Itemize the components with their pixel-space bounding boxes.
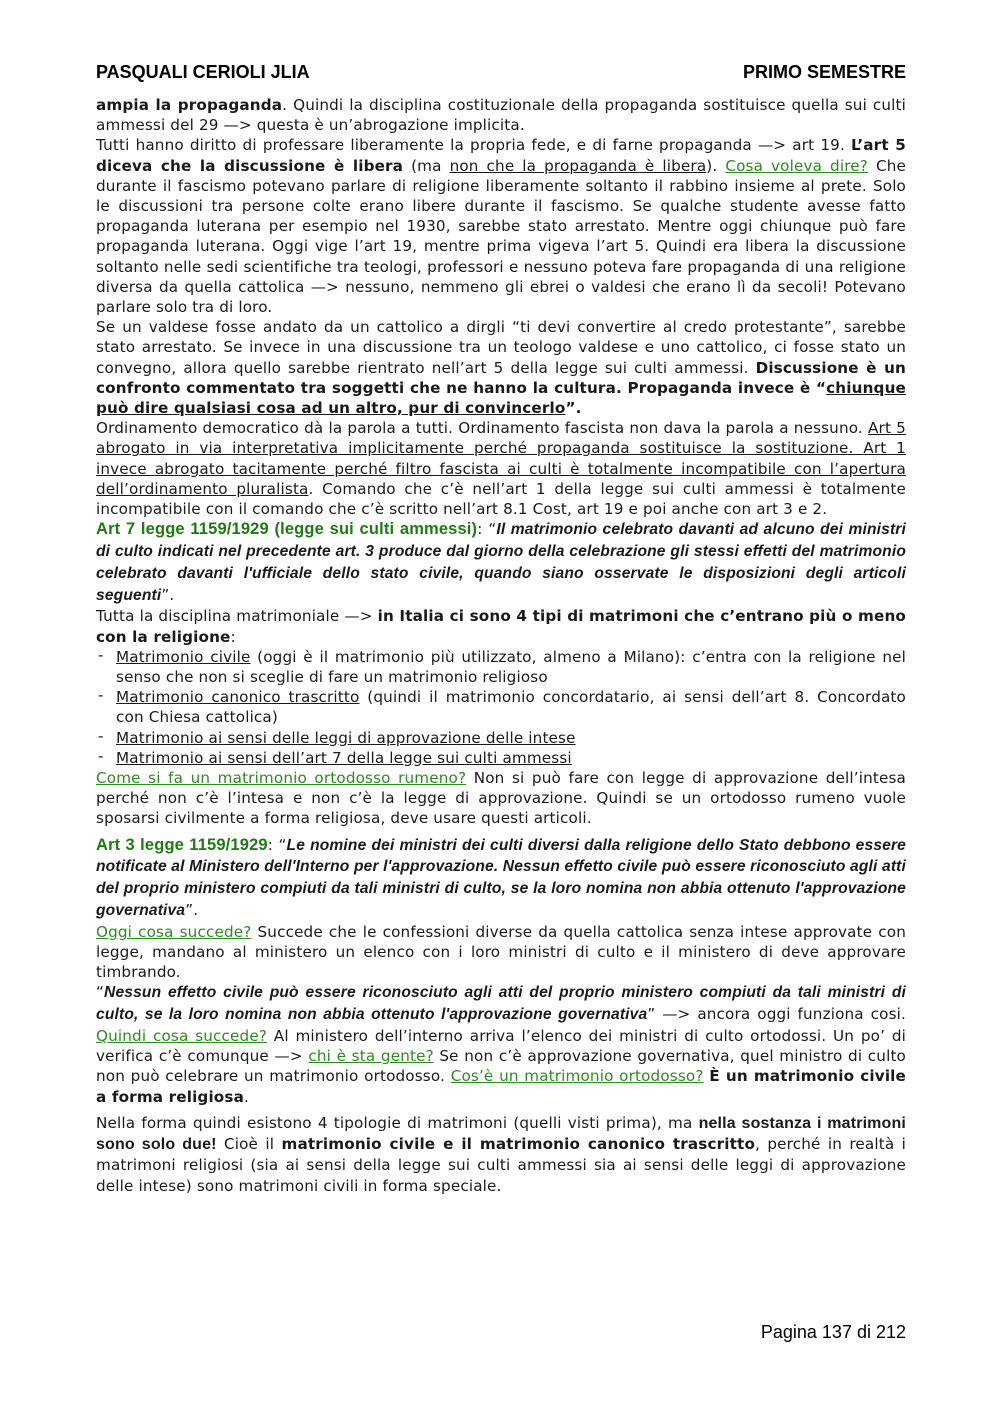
underlined-text: Matrimonio ai sensi dell’art 7 della legge sui culti ammessi <box>116 748 572 767</box>
text: : <box>230 627 236 646</box>
bold-underlined-text: chiunque può dire qualsiasi cosa ad un altro, pur di convincerlo <box>96 378 906 418</box>
paragraph <box>96 922 906 983</box>
paragraph <box>96 1113 906 1196</box>
bold-text: È un matrimonio civile a forma religiosa <box>96 1067 906 1106</box>
text: “ <box>96 983 105 1002</box>
semester-label: PRIMO SEMESTRE <box>742 62 906 82</box>
text: ). <box>706 156 726 175</box>
paragraph <box>96 95 906 135</box>
text: . Quindi la disciplina costituzionale della propaganda sostituisce quella sui culti ammessi del 29 —> questa è un’abrogazione implicita. <box>96 96 906 135</box>
author-name: PASQUALI CERIOLI JLIA <box>96 62 310 82</box>
list-item <box>96 748 906 768</box>
law-quote: Nessun effetto civile può essere riconosciuto agli atti del proprio ministero compiuti da tali ministri di culto, se la loro nomina non abbia ottenuto l'approvazione governativa <box>96 984 906 1024</box>
paragraph <box>96 768 906 829</box>
paragraph <box>96 606 906 646</box>
bold-text: L’art 5 diceva che la discussione è libera <box>96 136 907 175</box>
text: ”. <box>185 901 199 920</box>
text: Al ministero dell’interno arriva l’elenco dei ministri di culto ortodossi. Un po’ di verifica c’è comunque —> <box>96 1027 906 1066</box>
paragraph <box>96 317 906 418</box>
page-header <box>96 62 906 83</box>
page-number: Pagina 137 di 212 <box>760 1322 906 1342</box>
text: Ordinamento democratico dà la parola a tutti. Ordinamento fascista non dava la parola a nessuno. <box>96 419 869 438</box>
article-3-paragraph <box>96 835 906 922</box>
text: . <box>243 1087 249 1106</box>
text: . Comando che c’è nell’art 1 della legge sui culti ammessi è totalmente incompatibile con il comando che c’è scritto nell’art 8.1 Cost, art 19 e poi anche con art 3 e 2. <box>96 479 906 519</box>
text: ”. <box>161 585 175 604</box>
law-quote: Il matrimonio celebrato davanti ad alcuno dei ministri di culto indicati nel precedente art. 3 produce dal giorno della celebrazione gli stessi effetti del matrimonio celebrato davanti l'ufficiale dello stato civile, quando siano osservate le disposizioni degli articoli seguenti <box>96 521 907 604</box>
bold-text: nella sostanza i matrimoni sono solo due! <box>96 1114 906 1154</box>
list-item <box>96 647 906 687</box>
question-link: Quindi cosa succede? <box>96 1027 268 1046</box>
underlined-text: Matrimonio civile <box>116 647 251 666</box>
document-body <box>96 95 906 1196</box>
question-link: Come si fa un matrimonio ortodosso rumeno? <box>96 769 467 788</box>
underlined-text: Matrimonio ai sensi delle leggi di approvazione delle intese <box>116 728 576 747</box>
text: : “ <box>267 835 287 854</box>
question-link: Oggi cosa succede? <box>96 922 252 941</box>
text: Non si può fare con legge di approvazione dell’intesa perché non c’è l’intesa e non c’è la legge di approvazione. Quindi se un ortodosso rumeno vuole sposarsi civilmente a forma religiosa, deve usare questi articoli. <box>96 769 906 828</box>
text: (ma <box>403 156 450 175</box>
text: Che durante il fascismo potevano parlare di religione liberamente soltanto il rabbino insieme al prete. Solo le discussioni tra persone colte erano libere durante il fascismo. Se qualche studente avesse fatto propaganda luterana per esempio nel 1930, sarebbe stato arrestato. Mentre oggi chiunque può fare propaganda luterana. Oggi vige l’art 19, mentre prima vigeva l’art 5. Quindi era libera la discussione soltanto nelle sedi scientifiche tra teologi, professori e nessuno poteva fare propaganda di una religione diversa da quella cattolica —> nessuno, nemmeno gli ebrei o valdesi che erano lì da secoli! Potevano parlare solo tra di loro. <box>96 156 907 317</box>
text: Succede che le confessioni diverse da quella cattolica senza intese approvate con legge, mandano al ministero un elenco con i loro ministri di culto e il ministero di deve approvare timbrando. <box>96 922 906 982</box>
text: Tutta la disciplina matrimoniale —> <box>96 607 378 626</box>
article-7-paragraph <box>96 519 906 606</box>
question-link: Cosa voleva dire? <box>725 156 868 175</box>
law-quote: Le nomine dei ministri dei culti diversi dalla religione dello Stato debbono essere notificate al Ministero dell'Interno per l'approvazione. Nessun effetto civile può essere riconosciuto agli atti del proprio ministero compiuti da tali ministri di culto, se la loro nomina non abbia ottenuto l'approvazione governativa <box>96 836 907 920</box>
list-item <box>96 728 906 748</box>
text: : “ <box>477 520 497 539</box>
question-link: Cos’è un matrimonio ortodosso? <box>450 1067 704 1086</box>
text: Tutti hanno diritto di professare liberamente la propria fede, e di farne propaganda —> art 19. <box>96 136 852 155</box>
underlined-text: non che la propaganda è libera <box>449 156 707 175</box>
paragraph <box>96 135 906 317</box>
text: Nella forma quindi esistono 4 tipologie di matrimoni (quelli visti prima), ma <box>96 1113 699 1132</box>
bold-text: Discussione è un confronto commentato tra soggetti che ne hanno la cultura. Propaganda invece è “ <box>96 358 907 397</box>
question-link: chi è sta gente? <box>308 1047 434 1066</box>
text: , perché in realtà i matrimoni religiosi (sia ai sensi della legge sui culti ammessi sia ai sensi delle leggi di approvazione delle intese) sono matrimoni civili in forma speciale. <box>96 1135 907 1195</box>
text: (quindi il matrimonio concordatario, ai sensi dell’art 8. Concordato con Chiesa cattolica) <box>116 688 906 727</box>
list-item <box>96 687 906 727</box>
paragraph <box>96 418 906 519</box>
bold-text: in Italia ci sono 4 tipi di matrimoni che c’entrano più o meno con la religione <box>96 607 906 646</box>
marriage-types-list <box>96 647 906 768</box>
bold-text: matrimonio civile e il matrimonio canonico trascritto <box>281 1135 756 1154</box>
article-heading: Art 7 legge 1159/1929 (legge sui culti ammessi) <box>96 520 478 539</box>
text: Cioè il <box>216 1135 282 1154</box>
text: (oggi è il matrimonio più utilizzato, almeno a Milano): c’entra con la religione nel senso che non si sceglie di fare un matrimonio religioso <box>116 647 906 687</box>
bold-text: ampia la propaganda <box>96 96 283 114</box>
text: Se un valdese fosse andato da un cattolico a dirgli “ti devi convertire al credo protestante”, sarebbe stato arrestato. Se invece in una discussione tra un teologo valdese e uno cattolico, ci fosse stato un convegno, allora quello sarebbe rientrato nell’art 5 della legge sui culti ammessi. <box>96 318 906 377</box>
text: Se non c’è approvazione governativa, quel ministro di culto non può celebrare un matrimonio ortodosso. <box>96 1047 906 1086</box>
paragraph <box>96 982 906 1106</box>
underlined-text: Art 5 abrogato in via interpretativa implicitamente perché propaganda sostituisce la sostituzione. Art 1 invece abrogato tacitamente perché filtro fascista ai culti è totalmente incompatibile con l’apertura dell’ordinamento pluralista <box>96 419 906 498</box>
article-heading: Art 3 legge 1159/1929 <box>96 835 268 854</box>
text: ” —> ancora oggi funziona cosi. <box>647 1005 906 1024</box>
bold-text: ”. <box>565 399 582 418</box>
underlined-text: Matrimonio canonico trascritto <box>116 688 360 707</box>
